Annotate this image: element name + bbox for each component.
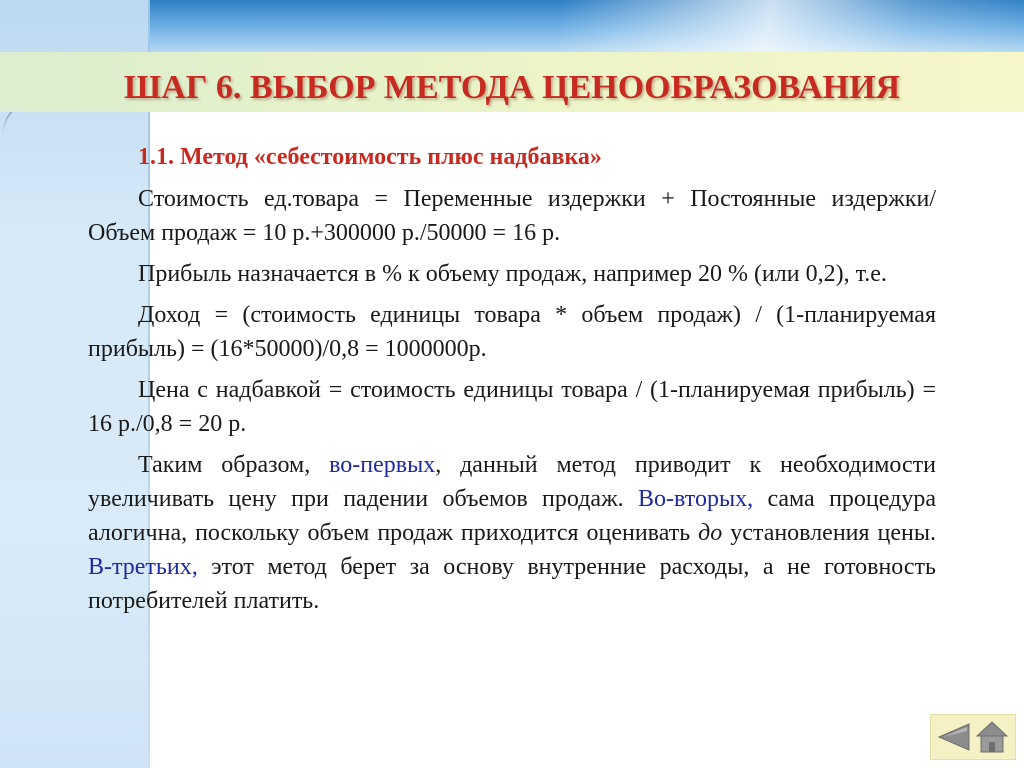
conclusion-paragraph [88, 448, 936, 618]
method-subheading: 1.1. Метод «себестоимость плюс надбавка» [138, 144, 602, 170]
firstly-highlight: во-первых [329, 452, 436, 478]
markup-price-paragraph: Цена с надбавкой = стоимость единицы товара / (1-планируемая прибыль) = 16 р./0,8 = 20 р. [88, 377, 936, 437]
header-background [0, 0, 1024, 60]
back-button[interactable] [937, 722, 971, 752]
profit-paragraph: Прибыль назначается в % к объему продаж, например 20 % (или 0,2), т.е. [138, 261, 887, 287]
conclusion-text-5: этот метод берет за основу внутренние расходы, а не готовность потребителей платить. [88, 554, 936, 614]
revenue-paragraph: Доход = (стоимость единицы товара * объем продаж) / (1-планируемая прибыль) = (16*50000)/0,8 = 1000000р. [88, 302, 936, 362]
slide-title: ШАГ 6. ВЫБОР МЕТОДА ЦЕНООБРАЗОВАНИЯ [123, 69, 901, 106]
thirdly-highlight: В-третьих, [88, 554, 198, 580]
slide-navigation [930, 714, 1016, 760]
house-icon [975, 720, 1009, 754]
conclusion-text-3: сама процедура алогична, поскольку объем продаж приходится оценивать [88, 486, 936, 546]
unit-cost-paragraph: Стоимость ед.товара = Переменные издержки + Постоянные издержки/Объем продаж = 10 р.+300000 р./50000 = 16 р. [88, 186, 936, 246]
before-emphasis: до [698, 520, 723, 546]
secondly-highlight: Во-вторых, [638, 486, 754, 512]
conclusion-text-2: , данный метод приводит к необходимости увеличивать цену при падении объемов продаж. [88, 452, 937, 512]
home-button[interactable] [975, 720, 1009, 754]
triangle-left-icon [937, 722, 971, 752]
conclusion-text-4: установления цены. [722, 520, 936, 546]
slide-content [88, 140, 936, 625]
header-light-streak [560, 0, 1024, 60]
conclusion-text-1: Таким образом, [138, 452, 330, 478]
